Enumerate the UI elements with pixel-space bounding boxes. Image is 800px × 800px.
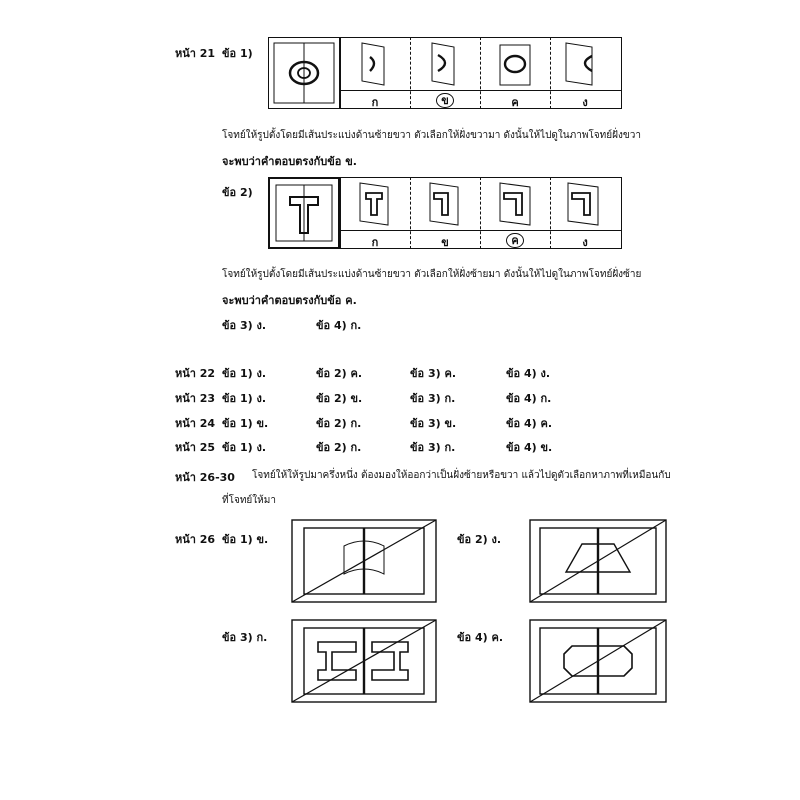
p26-figure-1 (290, 518, 438, 604)
q2-question-drawing (268, 177, 340, 249)
q1-choice-c: ค (511, 96, 519, 109)
selected-answer-circle: ค (506, 233, 523, 248)
p26-answer-3: ข้อ 3) ก. (222, 631, 268, 644)
instruction-line-2: ที่โจทย์ให้มา (222, 495, 276, 506)
q2-explanation: โจทย์ให้รูปตั้งโดยมีเส้นประแบ่งด้านซ้ายขวา ตัวเลือกให้ฝั่งซ้ายมา ดังนั้นให้ไปดูในภาพโจทย์ฝั่งซ้าย (222, 269, 642, 280)
q4-answer: ข้อ 4) ก. (316, 319, 362, 332)
row-answer: ข้อ 2) ก. (316, 441, 362, 454)
row-page-label: หน้า 22 (175, 367, 216, 380)
row-answer: ข้อ 3) ก. (410, 441, 456, 454)
q2-choice-d: ง (582, 236, 588, 249)
page-label-21: หน้า 21 (175, 47, 216, 60)
question-label-2: ข้อ 2) (222, 186, 253, 199)
row-answer: ข้อ 1) ง. (222, 441, 267, 454)
row-answer: ข้อ 1) ข. (222, 417, 269, 430)
q2-choice-b: ข (441, 236, 449, 249)
q2-choice-drawings (340, 177, 622, 231)
p26-figure-3 (290, 618, 438, 704)
p26-figure-2 (528, 518, 668, 604)
q1-choice-d: ง (582, 96, 588, 109)
p26-answer-4: ข้อ 4) ค. (457, 631, 504, 644)
instruction-line-1: โจทย์ให้ให้รูปมาครึ่งหนึ่ง ต้องมองให้ออกว่าเป็นฝั่งซ้ายหรือขวา แล้วไปดูตัวเลือกหาภาพที่เหมือนกับ (252, 470, 671, 481)
row-answer: ข้อ 4) ก. (506, 392, 552, 405)
q1-choice-b (410, 93, 480, 108)
q3-answer: ข้อ 3) ง. (222, 319, 267, 332)
q1-question-drawing (268, 37, 340, 109)
p26-answer-2: ข้อ 2) ง. (457, 533, 502, 546)
row-answer: ข้อ 4) ค. (506, 417, 553, 430)
row-answer: ข้อ 1) ง. (222, 392, 267, 405)
q1-choice-a: ก (371, 96, 379, 109)
q1-answer: จะพบว่าคำตอบตรงกับข้อ ข. (222, 155, 357, 168)
row-page-label: หน้า 25 (175, 441, 216, 454)
q1-explanation: โจทย์ให้รูปตั้งโดยมีเส้นประแบ่งด้านซ้ายขวา ตัวเลือกให้ฝั่งขวามา ดังนั้นให้ไปดูในภาพโจทย์ฝั่งขวา (222, 130, 641, 141)
row-answer: ข้อ 2) ค. (316, 367, 363, 380)
question-label-1: ข้อ 1) (222, 47, 253, 60)
page-label-26: หน้า 26 (175, 533, 216, 546)
q2-answer: จะพบว่าคำตอบตรงกับข้อ ค. (222, 294, 357, 307)
q2-choice-a: ก (371, 236, 379, 249)
p26-figure-4 (528, 618, 668, 704)
q1-choice-drawings (340, 37, 622, 91)
p26-answer-1: ข้อ 1) ข. (222, 533, 269, 546)
row-answer: ข้อ 2) ก. (316, 417, 362, 430)
row-answer: ข้อ 2) ข. (316, 392, 363, 405)
row-page-label: หน้า 24 (175, 417, 216, 430)
row-answer: ข้อ 3) ค. (410, 367, 457, 380)
row-answer: ข้อ 4) ข. (506, 441, 553, 454)
q2-choice-c (480, 233, 550, 248)
row-page-label: หน้า 23 (175, 392, 216, 405)
row-answer: ข้อ 4) ง. (506, 367, 551, 380)
row-answer: ข้อ 1) ง. (222, 367, 267, 380)
row-answer: ข้อ 3) ข. (410, 417, 457, 430)
row-answer: ข้อ 3) ก. (410, 392, 456, 405)
selected-answer-circle: ข (436, 93, 454, 108)
page-label-26-30: หน้า 26-30 (175, 471, 235, 484)
